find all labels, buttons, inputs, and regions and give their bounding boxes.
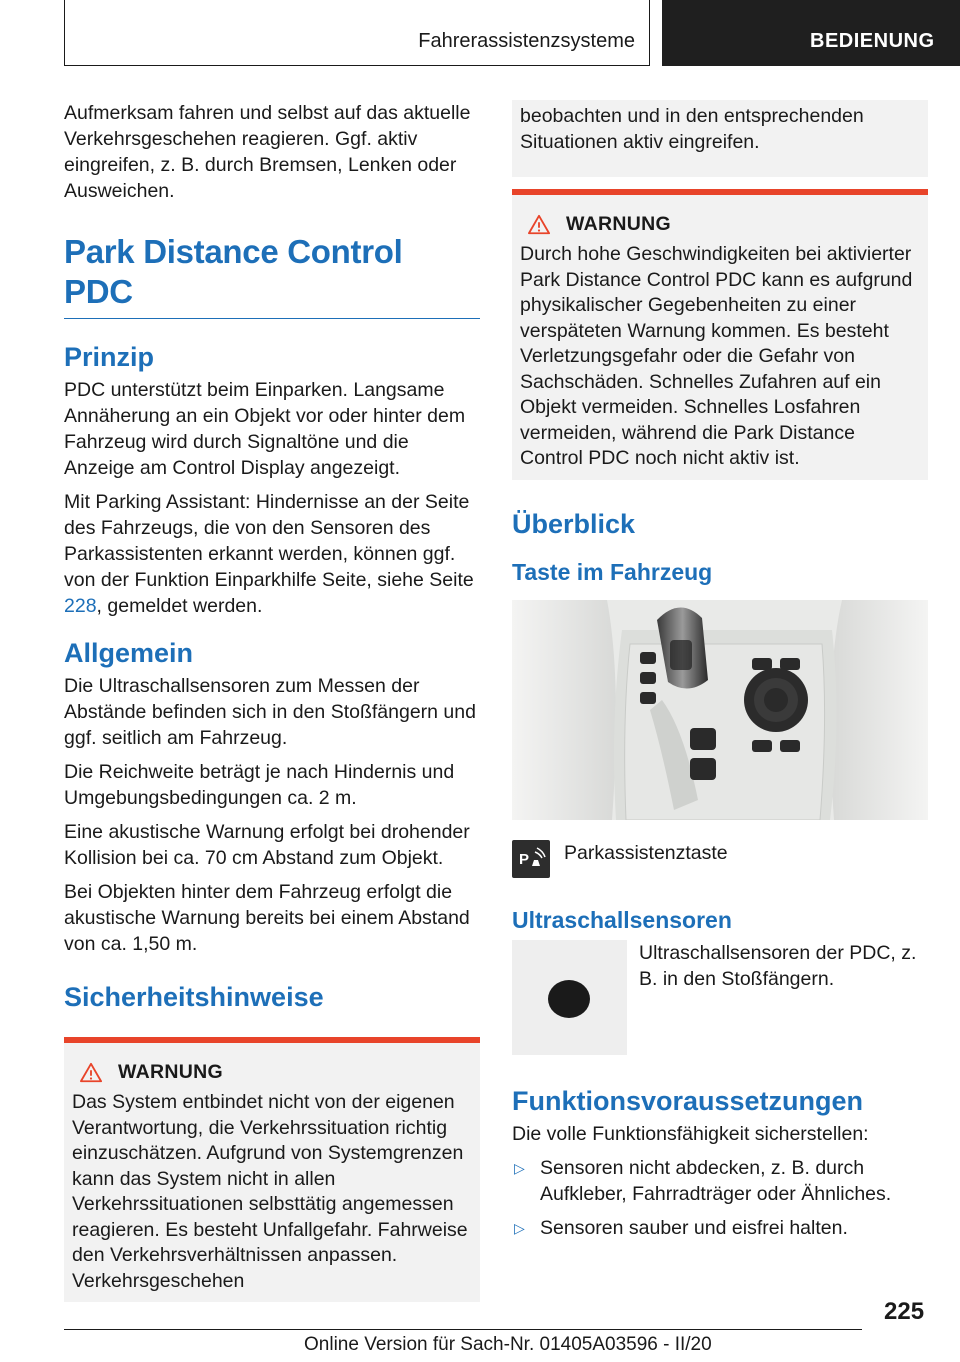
page-link-228[interactable]: 228 <box>64 595 97 617</box>
parking-assist-key-row <box>512 840 928 878</box>
warning-title-1: WARNUNG <box>118 1061 224 1083</box>
footer-online-version: Online Version für Sach-Nr. 01405A03596 - II/20 <box>304 1334 712 1355</box>
heading-prinzip: Prinzip <box>64 342 155 372</box>
warning-header-1 <box>72 1061 472 1084</box>
list-item: ▷ Sensoren sauber und eisfrei halten. <box>514 1216 848 1239</box>
ultrasonic-sensor-text: Ultraschallsensoren der PDC, z. B. in den Stoßfängern. <box>639 941 917 990</box>
warning-box-1 <box>64 1037 480 1302</box>
allgemein-paragraph-3: Eine akustische Warnung erfolgt bei drohender Kollision bei ca. 70 cm Abstand zum Objekt. <box>64 821 470 869</box>
allgemein-paragraph-4: Bei Objekten hinter dem Fahrzeug erfolgt die akustische Warnung bereits bei einem Abstand von ca. 1,50 m. <box>64 881 470 955</box>
prinzip-text-before: Mit Parking Assistant: Hindernisse an der Seite des Fahrzeugs, die von den Sensoren des Parkassistenten erkannt werden, können ggf. von der Funktion Einparkhilfe Seite, siehe Seite <box>64 491 474 591</box>
prinzip-text-after: , gemeldet werden. <box>96 595 263 617</box>
warning-title-2: WARNUNG <box>566 213 672 235</box>
warning-header-2 <box>520 213 920 236</box>
ultrasonic-sensor-image <box>512 940 627 1055</box>
warning-box-2 <box>512 189 928 480</box>
heading-ultraschallsensoren: Ultraschallsensoren <box>512 906 732 933</box>
warning-text-2: Durch hohe Geschwindigkeiten bei aktivierter Park Distance Control PDC kann es aufgrund physikalischer Gegebenheiten zu einer verspäteten Warnung kommen. Es besteht Verletzungsgefahr oder die Gefahr von Sachschäden. Schnelles Zufahren auf ein Objekt vermeiden. Schnelles Losfahren vermeiden, während die Park Distance Control PDC noch nicht aktiv ist. <box>520 243 913 469</box>
header-section-title: Fahrerassistenzsysteme <box>418 30 635 52</box>
page-title: Park Distance Control PDC <box>64 232 480 319</box>
header-chapter-tab <box>662 0 960 66</box>
triangle-bullet-icon: ▷ <box>514 1159 525 1176</box>
prinzip-paragraph-1: PDC unterstützt beim Einparken. Langsame Annäherung an ein Objekt vor oder hinter dem Fahrzeug wird durch Signaltöne und die Anzeige am Control Display angezeigt. <box>64 379 466 479</box>
header-frame <box>64 0 650 66</box>
list-item: ▷ Sensoren nicht abdecken, z. B. durch Aufkleber, Fahrradträger oder Ähnliches. <box>514 1156 892 1205</box>
parking-assist-key-label: Parkassistenztaste <box>564 841 728 864</box>
center-console-photo <box>512 600 928 820</box>
warning-text-1-continued: beobachten und in den entsprechenden Situationen aktiv eingreifen. <box>520 105 864 153</box>
intro-paragraph: Aufmerksam fahren und selbst auf das aktuelle Verkehrsgeschehen reagieren. Ggf. aktiv eingreifen, z. B. durch Bremsen, Lenken oder Ausweichen. <box>64 102 471 202</box>
center-console-illustration <box>512 600 928 820</box>
parking-assist-key-icon <box>512 840 550 878</box>
requirements-list <box>512 1155 928 1241</box>
allgemein-paragraph-2: Die Reichweite beträgt je nach Hindernis und Umgebungsbedingungen ca. 2 m. <box>64 761 455 809</box>
warning-triangle-icon <box>528 214 550 236</box>
heading-taste-im-fahrzeug: Taste im Fahrzeug <box>512 558 713 585</box>
page-number: 225 <box>884 1298 925 1325</box>
prinzip-paragraph-2 <box>64 489 480 619</box>
right-column <box>512 100 928 1249</box>
svg-text:P: P <box>519 850 530 868</box>
heading-ueberblick: Überblick <box>512 508 636 539</box>
ultrasonic-sensor-row <box>512 940 928 1055</box>
warning-text-1: Das System entbindet nicht von der eigenen Verantwortung, die Verkehrssituation richtig einzuschätzen. Aufgrund von Systemgrenzen kann das System nicht in allen Verkehrssituationen selbsttätig angemessen reagieren. Es besteht Unfallgefahr. Fahrweise den Verkehrsverhältnissen anpassen. Verkehrsgeschehen <box>72 1091 468 1292</box>
heading-allgemein: Allgemein <box>64 638 194 668</box>
warning-box-1-continued <box>512 100 928 177</box>
funktion-intro: Die volle Funktionsfähigkeit sicherstellen: <box>512 1122 869 1145</box>
heading-sicherheitshinweise: Sicherheitshinweise <box>64 982 324 1012</box>
footer-divider <box>64 1329 862 1330</box>
left-column <box>64 100 480 1302</box>
triangle-bullet-icon: ▷ <box>514 1219 525 1236</box>
header-chapter-label: BEDIENUNG <box>810 30 935 52</box>
heading-funktionsvoraussetzungen: Funktionsvoraussetzungen <box>512 1085 864 1116</box>
allgemein-paragraph-1: Die Ultraschallsensoren zum Messen der Abstände befinden sich in den Stoßfängern und ggf. seitlich am Fahrzeug. <box>64 675 476 749</box>
sensor-dot-icon <box>548 980 590 1018</box>
warning-triangle-icon <box>80 1062 102 1084</box>
